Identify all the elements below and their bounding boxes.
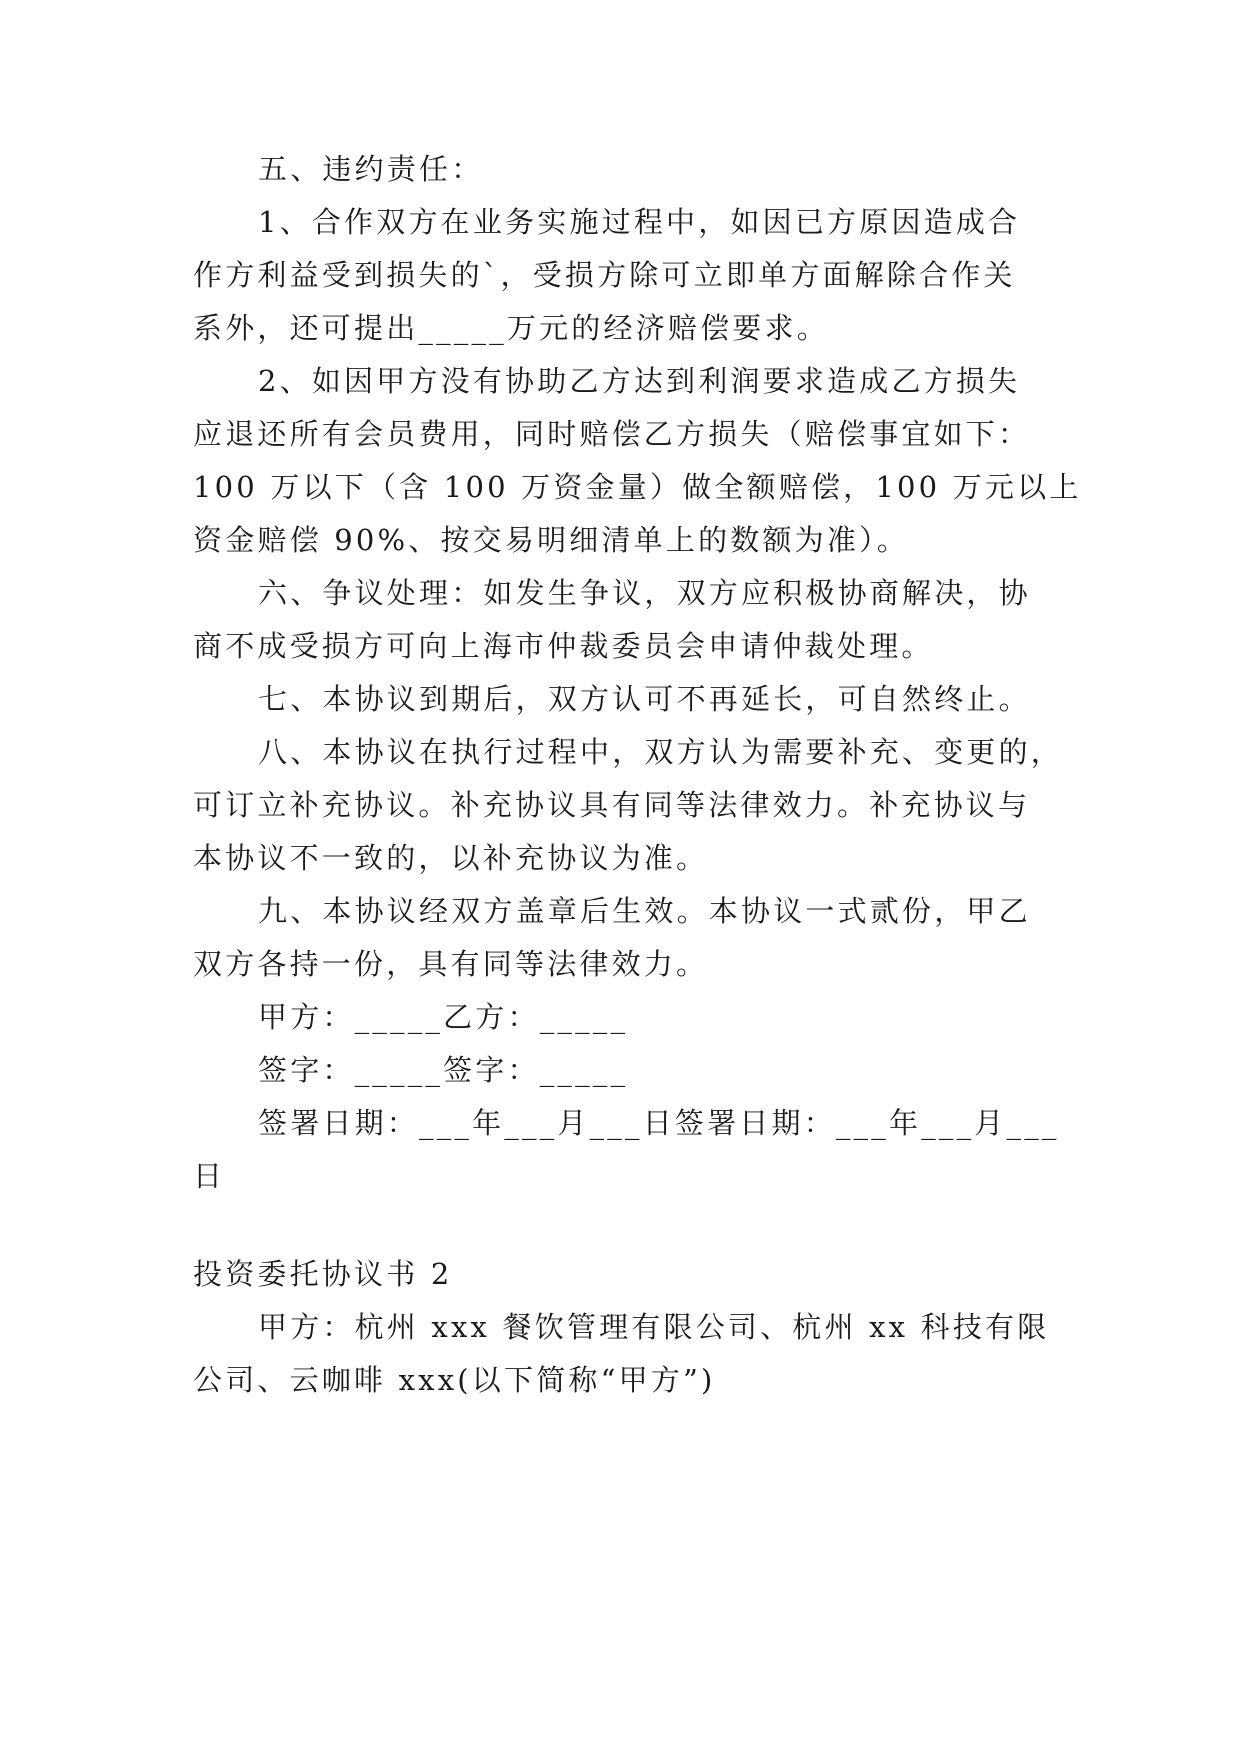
signature-line: 签字：_____签字：_____ (258, 1053, 629, 1087)
document-2-title: 投资委托协议书 2 (193, 1257, 453, 1291)
section-8-line-1: 八、本协议在执行过程中，双方认为需要补充、变更的， (258, 735, 1064, 769)
clause-5-2-line-1: 2、如因甲方没有协助乙方达到利润要求造成乙方损失 (258, 364, 1021, 398)
party-line: 甲方：_____乙方：_____ (258, 1000, 629, 1034)
section-6-line-2: 商不成受损方可向上海市仲裁委员会申请仲裁处理。 (193, 629, 934, 663)
signing-date-line-2: 日 (193, 1159, 226, 1193)
section-8-line-2: 可订立补充协议。补充协议具有同等法律效力。补充协议与 (193, 788, 1031, 822)
section-9-line-1: 九、本协议经双方盖章后生效。本协议一式贰份，甲乙 (258, 894, 1031, 928)
clause-5-1-line-1: 1、合作双方在业务实施过程中，如因已方原因造成合 (258, 205, 1021, 239)
clause-5-2-line-4: 资金赔偿 90%、按交易明细清单上的数额为准）。 (193, 523, 909, 557)
clause-5-1-line-3: 系外，还可提出_____万元的经济赔偿要求。 (193, 311, 829, 345)
party-a-line-1: 甲方：杭州 xxx 餐饮管理有限公司、杭州 xx 科技有限 (258, 1310, 1050, 1344)
section-6-line-1: 六、争议处理：如发生争议，双方应积极协商解决，协 (258, 576, 1031, 610)
section-5-heading: 五、违约责任： (258, 152, 484, 186)
signing-date-line-1: 签署日期：___年___月___日签署日期：___年___月___ (258, 1106, 1060, 1140)
party-a-line-2: 公司、云咖啡 xxx(以下简称“甲方”) (193, 1363, 716, 1397)
clause-5-2-line-2: 应退还所有会员费用，同时赔偿乙方损失（赔偿事宜如下： (193, 417, 1031, 451)
section-9-line-2: 双方各持一份，具有同等法律效力。 (193, 947, 709, 981)
clause-5-1-line-2: 作方利益受到损失的`，受损方除可立即单方面解除合作关 (193, 258, 1016, 292)
section-7-line-1: 七、本协议到期后，双方认可不再延长，可自然终止。 (258, 682, 1031, 716)
clause-5-2-line-3: 100 万以下（含 100 万资金量）做全额赔偿，100 万元以上 (193, 470, 1082, 504)
section-8-line-3: 本协议不一致的，以补充协议为准。 (193, 841, 709, 875)
